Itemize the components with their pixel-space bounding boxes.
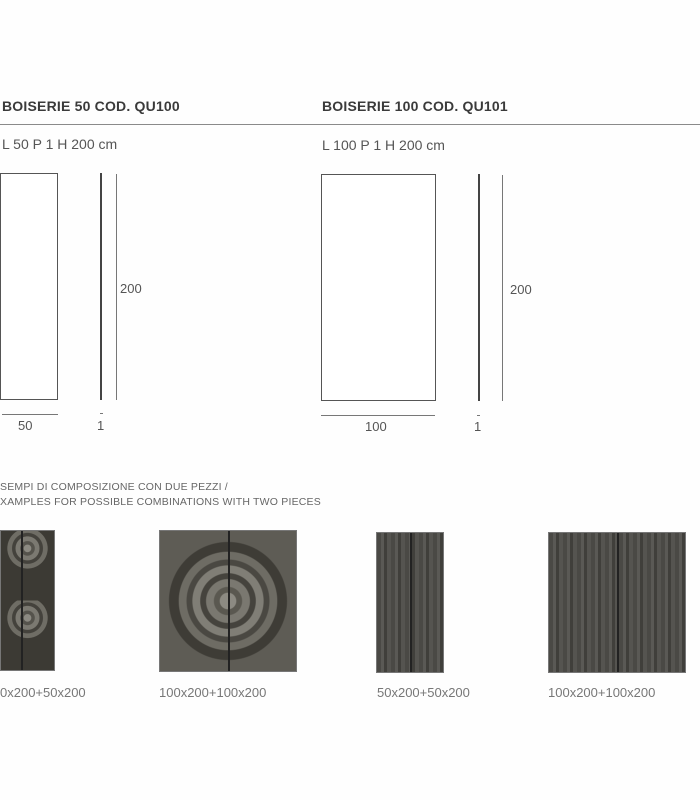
height-dimension-line-100 — [502, 175, 503, 401]
depth-tick-100 — [477, 415, 480, 416]
height-dimension-line-50 — [116, 174, 117, 400]
width-label-50: 50 — [18, 418, 33, 433]
combination-label: 100x200+100x200 — [548, 685, 656, 700]
product-title-qu101: BOISERIE 100 COD. QU101 — [322, 98, 508, 114]
height-label-50: 200 — [120, 281, 142, 296]
combination-image-stripes-50 — [376, 532, 444, 673]
panel-seam — [617, 533, 619, 672]
depth-label-50: 1 — [97, 418, 105, 433]
width-dimension-line-100 — [321, 415, 435, 416]
front-view-panel-100 — [321, 174, 436, 401]
header-rule — [0, 124, 700, 125]
side-view-panel-100 — [478, 174, 480, 401]
depth-label-100: 1 — [474, 419, 482, 434]
depth-tick-50 — [100, 413, 103, 414]
height-label-100: 200 — [510, 282, 532, 297]
width-label-100: 100 — [365, 419, 387, 434]
panel-seam — [410, 533, 412, 672]
combinations-caption-en: XAMPLES FOR POSSIBLE COMBINATIONS WITH TWO PIECES — [0, 496, 321, 508]
combination-image-stripes-100 — [548, 532, 686, 673]
product-dimensions-qu101: L 100 P 1 H 200 cm — [322, 137, 445, 153]
combinations-caption-it: SEMPI DI COMPOSIZIONE CON DUE PEZZI / — [0, 481, 228, 493]
combination-label: 100x200+100x200 — [159, 685, 267, 700]
combination-label: 50x200+50x200 — [377, 685, 470, 700]
width-dimension-line-50 — [2, 414, 58, 415]
panel-seam — [228, 531, 230, 671]
side-view-panel-50 — [100, 173, 102, 400]
combination-label: 0x200+50x200 — [0, 685, 86, 700]
product-title-qu100: BOISERIE 50 COD. QU100 — [2, 98, 180, 114]
product-dimensions-qu100: L 50 P 1 H 200 cm — [2, 136, 118, 152]
front-view-panel-50 — [0, 173, 58, 400]
combination-image-mandala-100 — [159, 530, 297, 672]
combination-image-mandala-50 — [0, 530, 55, 671]
panel-seam — [21, 531, 23, 670]
